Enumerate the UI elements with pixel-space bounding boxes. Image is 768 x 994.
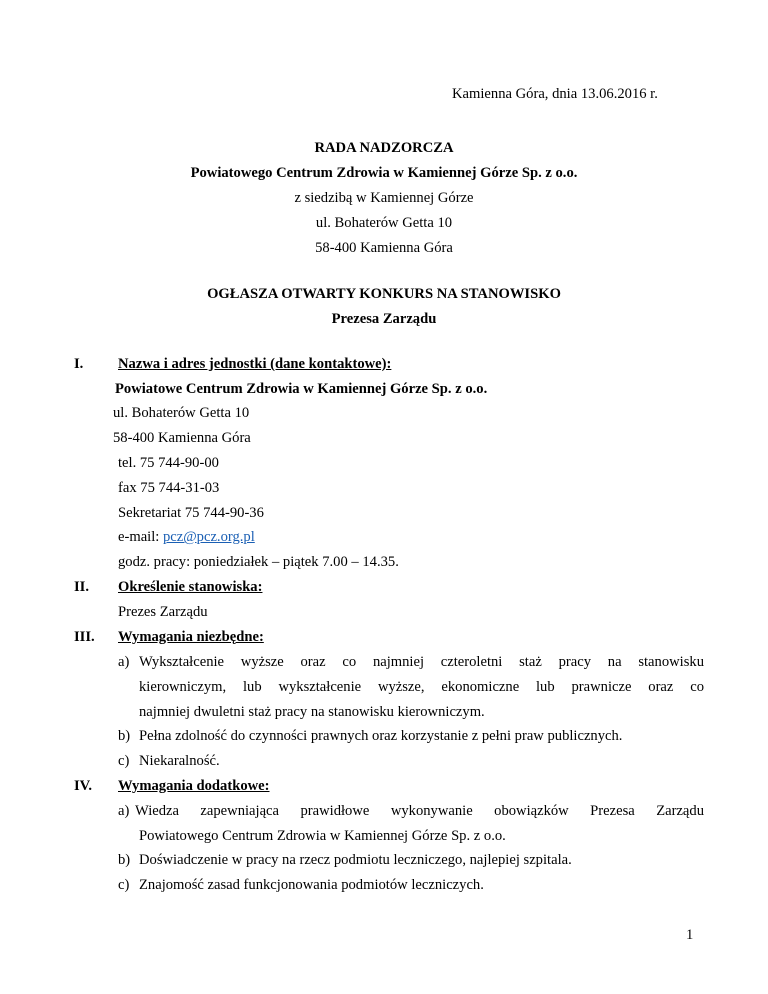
section-1-email-line [118, 528, 255, 546]
section-3-c-text: Niekaralność. [139, 753, 220, 769]
section-1-number: I. [74, 356, 84, 372]
section-4-c-label: c) [118, 877, 130, 893]
section-4-number: IV. [74, 778, 92, 794]
section-3-c-label: c) [118, 753, 130, 769]
email-link[interactable]: pcz@pcz.org.pl [162, 529, 255, 545]
section-4-c-text: Znajomość zasad funkcjonowania podmiotów leczniczych. [139, 877, 484, 893]
section-1-heading: Nazwa i adres jednostki (dane kontaktowe): [118, 356, 392, 372]
section-1-tel: tel. 75 744-90-00 [118, 455, 219, 471]
section-3-heading: Wymagania niezbędne: [118, 629, 264, 645]
section-2-number: II. [74, 579, 90, 595]
section-4-heading: Wymagania dodatkowe: [118, 778, 270, 794]
section-1-street: ul. Bohaterów Getta 10 [113, 405, 250, 421]
section-1-name: Powiatowe Centrum Zdrowia w Kamiennej Górze Sp. z o.o. [115, 381, 488, 397]
page-number: 1 [686, 927, 694, 943]
section-1-secretariat: Sekretariat 75 744-90-36 [118, 505, 264, 521]
section-3-a-line-1: Wykształcenie wyższe oraz co najmniej czteroletni staż pracy na stanowisku [139, 654, 704, 670]
section-3-a-line-3: najmniej dwuletni staż pracy na stanowisku kierowniczym. [139, 704, 485, 720]
section-3-a-line-2: kierowniczym, lub wykształcenie wyższe, ekonomiczne lub prawnicze oraz co [139, 679, 704, 695]
email-label: e-mail: [118, 529, 163, 545]
org-seat: z siedzibą w Kamiennej Górze [294, 190, 474, 206]
section-1-city: 58-400 Kamienna Góra [113, 430, 251, 446]
section-4-a-line-1: Wiedza zapewniająca prawidłowe wykonywanie obowiązków Prezesa Zarządu [135, 803, 704, 819]
section-2-heading: Określenie stanowiska: [118, 579, 263, 595]
announcement-title: OGŁASZA OTWARTY KONKURS NA STANOWISKO [207, 286, 561, 302]
org-city: 58-400 Kamienna Góra [315, 240, 453, 256]
section-4-b-text: Doświadczenie w pracy na rzecz podmiotu leczniczego, najlepiej szpitala. [139, 852, 572, 868]
section-3-b-label: b) [118, 728, 131, 744]
place-date: Kamienna Góra, dnia 13.06.2016 r. [452, 86, 658, 102]
announcement-subtitle: Prezesa Zarządu [331, 311, 437, 327]
section-3-a-label: a) [118, 654, 130, 670]
org-name: Powiatowego Centrum Zdrowia w Kamiennej Górze Sp. z o.o. [190, 165, 578, 181]
section-3-number: III. [74, 629, 95, 645]
section-1-fax: fax 75 744-31-03 [118, 480, 220, 496]
org-title: RADA NADZORCZA [314, 140, 454, 156]
section-4-a-line-2: Powiatowego Centrum Zdrowia w Kamiennej Górze Sp. z o.o. [139, 828, 506, 844]
section-2-value: Prezes Zarządu [118, 604, 208, 620]
org-street: ul. Bohaterów Getta 10 [315, 215, 453, 231]
section-4-a-label: a) [118, 803, 130, 819]
section-4-b-label: b) [118, 852, 131, 868]
section-3-b-text: Pełna zdolność do czynności prawnych oraz korzystanie z pełni praw publicznych. [139, 728, 623, 744]
section-1-hours: godz. pracy: poniedziałek – piątek 7.00 – 14.35. [118, 554, 399, 570]
